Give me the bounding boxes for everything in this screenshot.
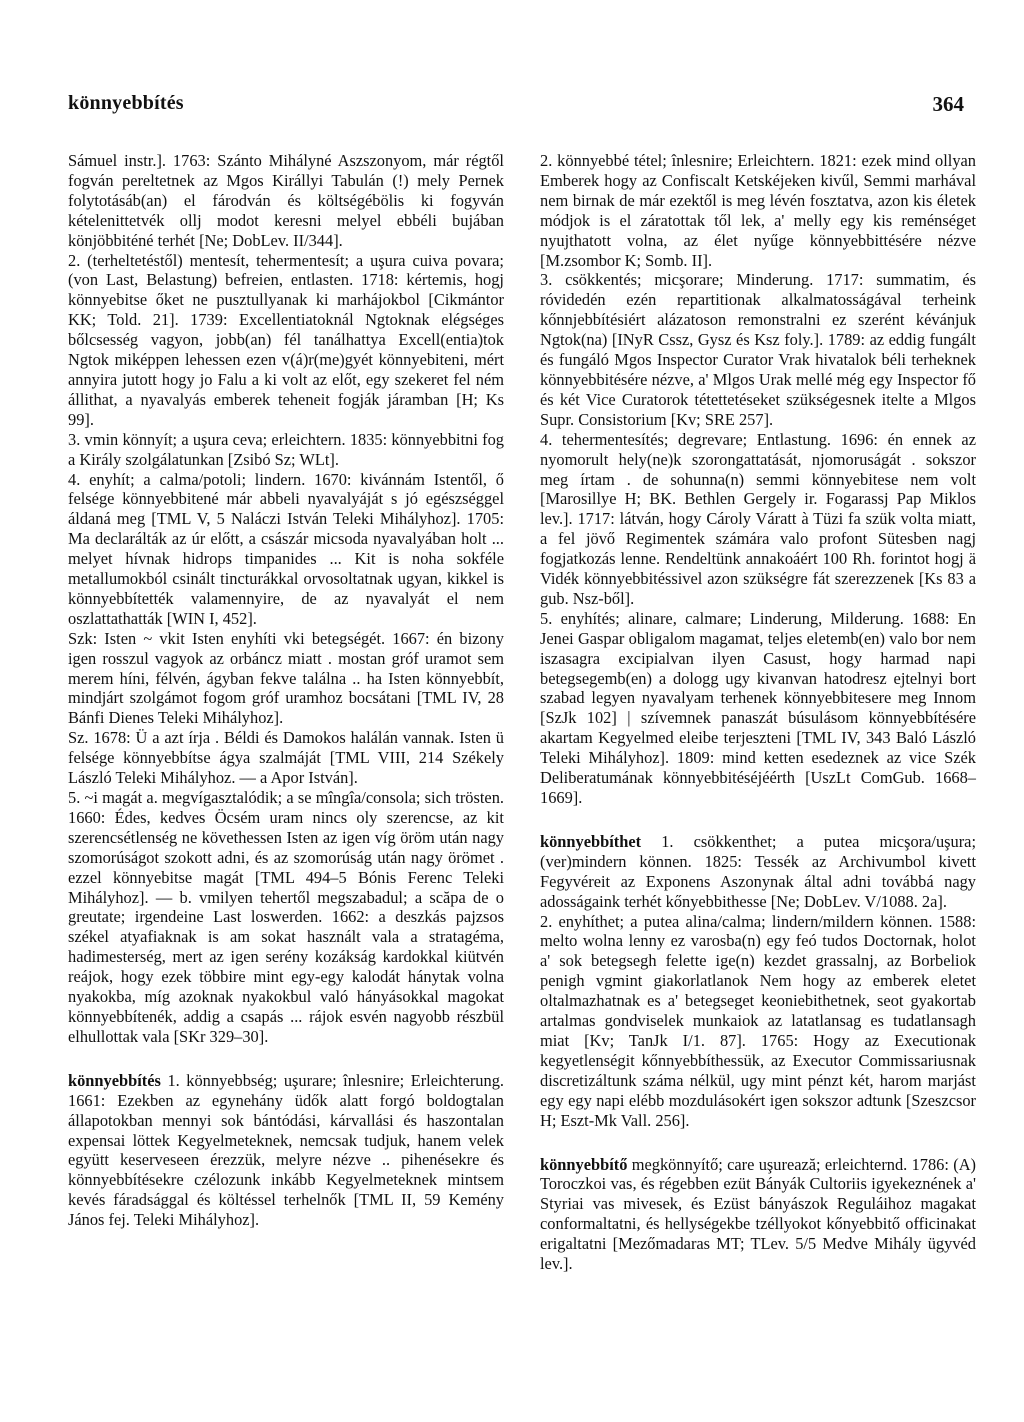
entry-text: Sámuel instr.]. 1763: Szánto Mihályné Aszszonyom, már régtől fogván pereltetnek az Mgos Királlyi Tabulán (!) mely Pernek folytotásáb(an) el fárodván és költségébölis ki fogyván kételenittetvék ollj modot keresni melyel ebbéli bujában könjöbbiténé terhét [Ne; DobLev. II/344]. (68, 151, 504, 250)
entry-text: 5. enyhítés; alinare, calmare; Linderung, Milderung. 1688: En Jenei Gaspar obligalom magamat, teljes eletemb(en) valo bor nem iszasagra excipialvan ilyen Casust, hogy harmad napi betegsegemb(en) a dologg ugy kivanvan hatodresz ejtelnyi bort szabad legyen nyavalyam terhenek könnyebbitesere meg Innom [SzJk 102] | szívemnek panaszát búsulásom könnyebbítésére akartam Kegyelmed eleibe terjeszteni [TML IV, 343 Baló László Teleki Mihályhoz]. 1809: mind ketten esedeznek az vice Szék Deliberatumának könnyebbitéséjéérth [UszLt ComGub. 1668–1669]. (540, 608, 976, 807)
entry-sense (68, 470, 504, 629)
entry-text: 3. vmin könnyít; a uşura ceva; erleichtern. 1835: könnyebbitni fog a Király szolgálatunkan [Zsibó Sz; WLt]. (68, 429, 504, 469)
running-headword: könnyebbítés (68, 92, 184, 114)
entry-sense (68, 430, 504, 470)
entry-sense (68, 629, 504, 729)
dictionary-entry (68, 1071, 504, 1230)
entry-sense (540, 270, 976, 429)
entry-text: 1. könnyebbség; uşurare; înlesnire; Erleichterung. 1661: Ezekben az egynehány üdők alatt forgó boldogtalan állapotokban mennyi sok bántódási, kárvallási és haszontalan expensai löttek Kegyelmeteknek, nemcsak tudjuk, hanem velek együtt keserveseen érezzük, melyre nézve .. pihenésekre és könnyebbítésekre czélozunk inkább Kegyelmeteknek mintsem kevés fáradsággal és költéssel terhelnők [TML II, 59 Kemény János fej. Teleki Mihályhoz]. (68, 1070, 504, 1230)
entry-text: 1. csökkenthet; a putea micşora/uşura; (ver)mindern können. 1825: Tessék az Archivumbol kivett Fegyvéreit az Exponens Aszonynak által adni továbbá nagy adosságaink terhét kőnyebbithesse [Ne; DobLev. V/1088. 2a]. (540, 831, 976, 911)
entry-text: 2. (terheltetéstől) mentesít, tehermentesít; a uşura cuiva povara; (von Last, Belastung) befreien, entlasten. 1718: kértemis, hogj könnyebitse őket ne pusztullyanak ki marhájokbol [Cikmántor KK; Told. 21]. 1739: Excellentiatoknál Ngtoknak elégséges bőlcsesség vagyon, jobb(an) fél tanálhattya Excell(entia)tok Ngtok miképpen lehessen ezen v(á)r(me)gyét könnyebiteni, mért annyira jutott hogy jo Falu a ki volt az előt, egy szekeret fel ném állithat, a nyavalyás emberek teheneit fogják járamban [H; Ks 99]. (68, 250, 504, 429)
entry-text: 5. ~i magát a. megvígasztalódik; a se mîngîa/consola; sich trösten. 1660: Édes, kedves Öcsém uram nincs oly szerencse, az kit szerencsétlenség ne követhessen Isten az igen víg öröm után nagy szomorúságot szokott adni, és az szomorúság után nagy örömet . ezzel könnyebitse magát [TML 494–5 Bónis Ferenc Teleki Mihályhoz]. — b. vmilyen tehertől megszabadul; a scăpa de o greutate; irgendeine Last loswerden. 1662: a deszkás pajzsos székel atyafiaknak is am sokat használt vala a stratagéma, hadimesterség, mert az igen serény kozákság kardokkal kiütvén reájok, hogy ezek többire mint egy-egy kalodát hánytak volna nyakokba, míg azoknak nyakokbul való hányásokkal magokat könnyebbítenék, addig a csapás ... rájok esvén nagyobb részbül elhullottak vala [SKr 329–30]. (68, 788, 504, 1046)
dictionary-entry (540, 1155, 976, 1274)
entry-text: 2. enyhíthet; a putea alina/calma; lindern/mildern können. 1588: melto wolna lenny ez varosba(n) egy feó tudos Doctornak, holot a' sok betegsegh felette ige(n) kezdet grassalnj, az Borbeliok penigh vgmint giakorlatlanok Nem hogy az emberek eletet oltalmazhatnak es a' betegseget keoniebithetnek, seot gyakortab artalmas gondviselek munkaiok az latatlansag es tudatlansagh miat [Kv; TanJk I/1. 87]. 1765: Hogy az Executionak kegyetlenségit kőnnyebbíthessük, az Executor Commissariusnak discretizáltunk száma nélkül, ugy mint pénzt két, harom marjást egy egy napi elébb mozdulásokért igen sokszor adtunk [Szeszcsor H; Eszt-Mk Vall. 256]. (540, 911, 976, 1130)
entry-sense (68, 151, 504, 251)
right-column (540, 151, 976, 1274)
entry-text: Sz. 1678: Ü a azt írja . Béldi és Damokos halálán vannak. Isten ü felsége könnyebbítse ágya szalmáját [TML VIII, 214 Székely László Teleki Mihályhoz. — a Apor István]. (68, 728, 504, 788)
entry-sense (540, 912, 976, 1131)
entry-sense (68, 728, 504, 788)
page-number: 364 (932, 92, 964, 116)
entry-separator (68, 1047, 504, 1071)
entry-separator (540, 1131, 976, 1155)
entry-sense (68, 788, 504, 1047)
entry-sense (540, 430, 976, 609)
entry-sense (540, 609, 976, 808)
entry-text: 2. könnyebbé tétel; înlesnire; Erleichtern. 1821: ezek mind ollyan Emberek hogy az Confiscalt Ketskéjeken kivűl, Semmi marhával nem birnak de már ezektől is meg lévén fosztatva, azon kis életek módjok is el záratottak től lek, a' melly egy kis reménséget nyujthatott volna, az élet nyűge könnyebbittésére nézve [M.zsombor K; Somb. II]. (540, 151, 976, 270)
entry-text: Szk: Isten ~ vkit Isten enyhíti vki betegségét. 1667: én bizony igen rosszul vagyok az orbáncz miatt . mostan gróf uramot sem merem híni, félvén, ágyban fekve találna .. ha Isten könnyebbít, mindjárt szolgámot fogom gróf uramhoz bocsátani [TML IV, 28 Bánfi Dienes Teleki Mihályhoz]. (68, 628, 504, 728)
entry-text: 4. enyhít; a calma/potoli; lindern. 1670: kivánnám Istentől, ő felsége könnyebbitené már abbeli nyavalyáját s jó egészséggel áldaná meg [TML V, 5 Naláczi István Teleki Mihályhoz]. 1705: Ma declarálták az úr előtt, a császár micsoda nyavalyában holt ... melyet hívnak hidrops timpanides ... Kit is noha sokféle metallumokból csinált tincturákkal orvosoltatnak ugyan, kikkel is könnyebbítették valamennyire, de az nyavalyát el nem oszlattathatták [WIN I, 452]. (68, 469, 504, 628)
left-column (68, 151, 504, 1230)
entry-sense (540, 151, 976, 270)
entry-headword: könnyebbítés (68, 1070, 161, 1090)
entry-headword: könnyebbíthet (540, 831, 642, 851)
entry-separator (540, 808, 976, 832)
entry-headword: könnyebbítő (540, 1154, 628, 1174)
entry-text: 4. tehermentesítés; degrevare; Entlastung. 1696: én ennek az nyomorult hely(ne)k szorongattatását, njomoruságát . sokszor meg írtam . de sohunna(n) semmi könnyebitese nem volt [Marosillye H; BK. Bethlen Gergely ir. Fogarassj Pap Miklos lev.]. 1717: látván, hogy Cároly Váratt à Tüzi fa szük volta miatt, a fel jövő Regimentek számára valo profont Sütesben nagj fogjatkozás lenne. Rendeltünk annakoáért 100 Rh. forintot hogj ä Vidék könnyebbitéssivel azon szükségre fát szerezzenek [Ks 83 a gub. Nsz-ből]. (540, 429, 976, 608)
page-header (68, 92, 964, 122)
entry-sense (68, 251, 504, 430)
entry-text: 3. csökkentés; micşorare; Minderung. 1717: summatim, és róvidedén ezén repartitionak alkalmatosságával terheink kőnnjebbítésiért alázatoson remonstralni ez szerént kévánjuk Ngtok(na) [INyR Cssz, Gysz és Ksz foly.]. 1789: az eddig fungált és fungáló Mgos Inspector Curator Vrak hivatalok béli terheknek könnyebbitésére nézve, a' Mlgos Urak mellé még egy Inspector fő és két Vice Curatorok tétettetéseket szükségesnek itelte a Mlgos Supr. Consistorium [Kv; SRE 257]. (540, 270, 976, 429)
dictionary-entry (540, 832, 976, 912)
entry-text: megkönnyítő; care uşurează; erleichternd. 1786: (A) Toroczkoi vas, és régebben ezüt Bányák Cultoriis igyekeznének a' Styriai vas mivesek, és Ezüst bányászok Reguláihoz magakat conformaltatni, és hellységekbe tzéllyokot kőnyebbitő officinakat erigaltatni [Mezőmadaras MT; TLev. 5/5 Medve Mihály ügyvéd lev.]. (540, 1154, 976, 1274)
